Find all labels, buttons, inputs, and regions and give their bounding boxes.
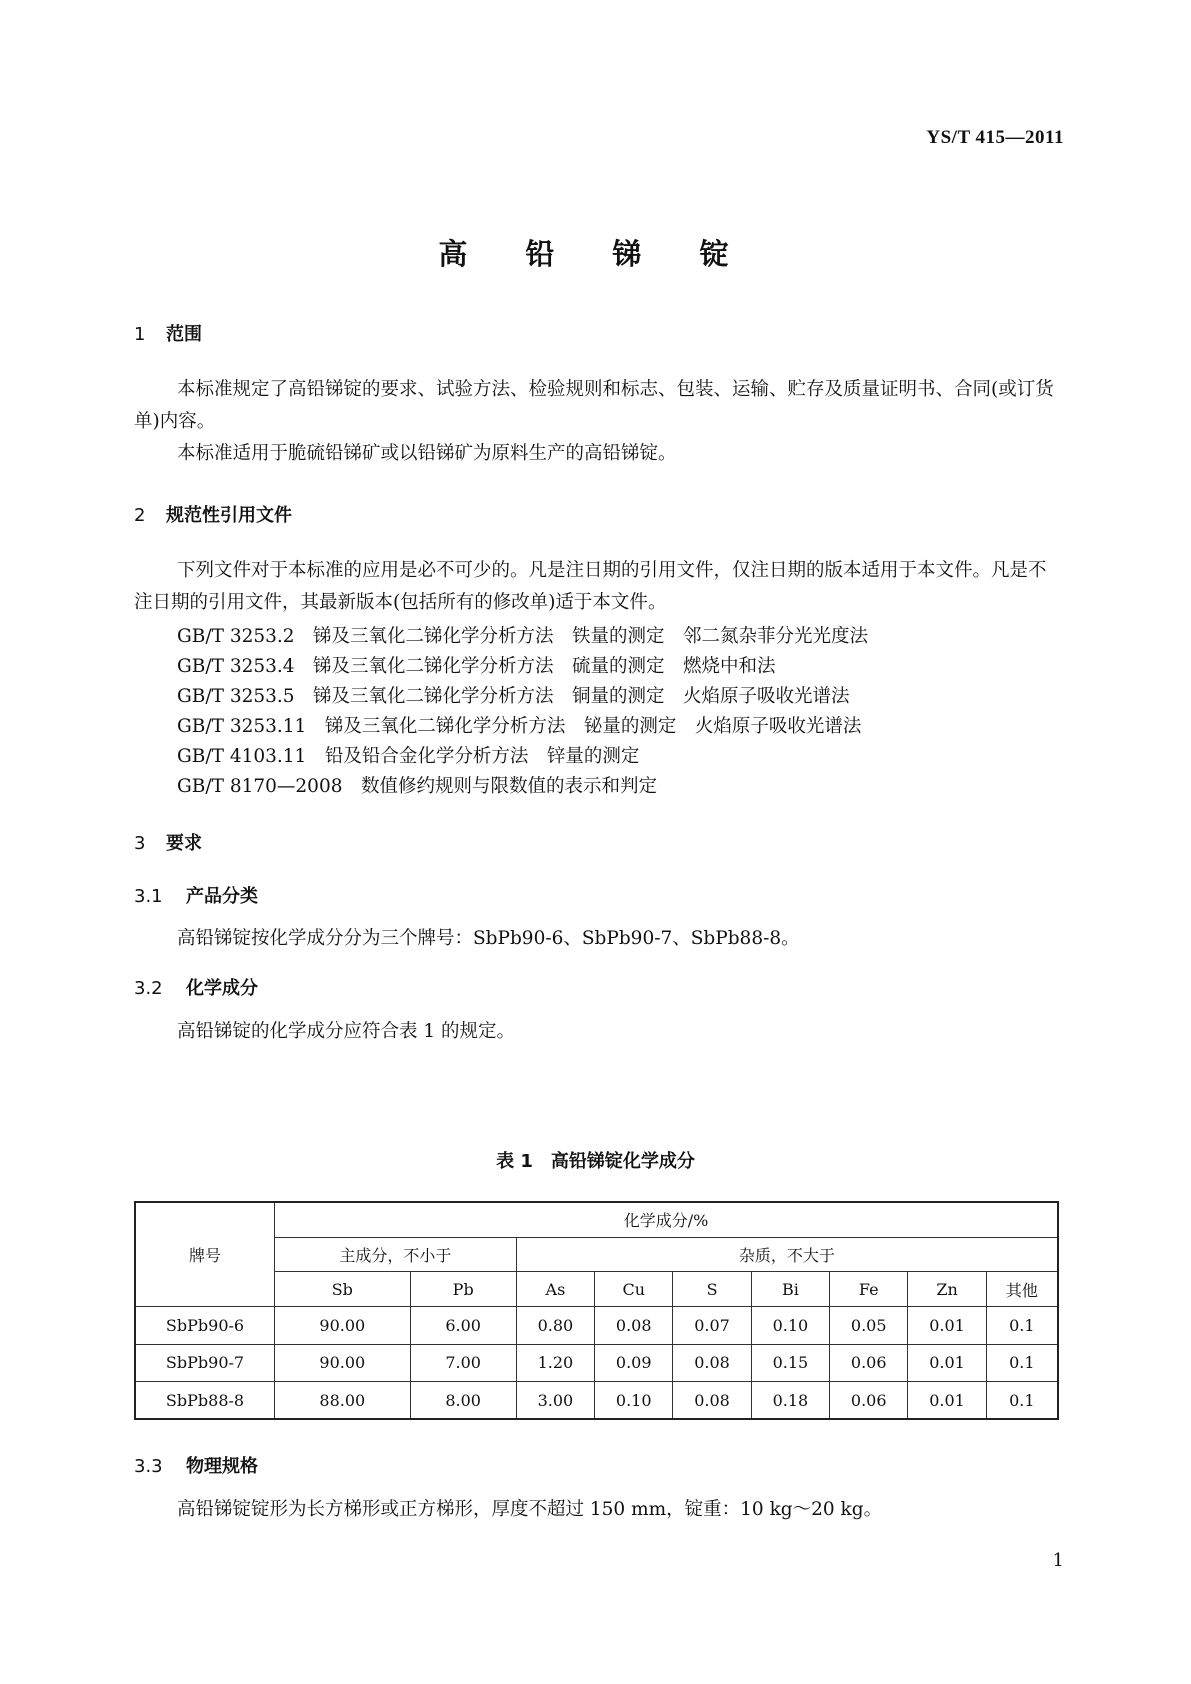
section-3-1-heading (134, 882, 258, 908)
col-header: Fe (830, 1272, 908, 1307)
value-cell: 8.00 (410, 1382, 516, 1419)
header-grade: 牌号 (135, 1202, 275, 1307)
table-row (135, 1307, 1058, 1344)
section-title: 范围 (166, 324, 202, 345)
value-cell: 0.18 (751, 1382, 829, 1419)
value-cell: 6.00 (410, 1307, 516, 1344)
reference-item: GB/T 4103.11 铅及铅合金化学分析方法 锌量的测定 (177, 746, 640, 767)
table-row (135, 1344, 1058, 1381)
section-3-heading (134, 829, 202, 855)
col-header: Bi (751, 1272, 829, 1307)
value-cell: 0.05 (830, 1307, 908, 1344)
section-title: 化学成分 (186, 978, 258, 999)
col-header: Sb (275, 1272, 411, 1307)
section-3-2-heading (134, 974, 258, 1000)
standard-code: YS/T 415—2011 (926, 127, 1064, 148)
table-row (135, 1382, 1058, 1419)
section-title: 规范性引用文件 (166, 505, 292, 526)
value-cell: 88.00 (275, 1382, 411, 1419)
chemical-composition-table (134, 1201, 1059, 1420)
value-cell: 0.10 (751, 1307, 829, 1344)
value-cell: 0.08 (595, 1307, 673, 1344)
value-cell: 7.00 (410, 1344, 516, 1381)
value-cell: 0.06 (830, 1344, 908, 1381)
reference-item: GB/T 3253.11 锑及三氧化二锑化学分析方法 铋量的测定 火焰原子吸收光谱法 (177, 716, 862, 737)
header-impurities: 杂质，不大于 (516, 1237, 1058, 1271)
value-cell: 0.15 (751, 1344, 829, 1381)
page-number: 1 (1052, 1550, 1064, 1571)
section-number: 3.2 (134, 978, 163, 999)
value-cell: 0.1 (986, 1344, 1058, 1381)
value-cell: 0.10 (595, 1382, 673, 1419)
paragraph: 高铅锑锭锭形为长方梯形或正方梯形，厚度不超过 150 mm，锭重：10 kg～20 kg。 (177, 1499, 883, 1520)
paragraph: 高铅锑锭按化学成分分为三个牌号：SbPb90-6、SbPb90-7、SbPb88-8。 (177, 928, 800, 949)
section-3-3-heading (134, 1452, 258, 1478)
reference-item: GB/T 3253.5 锑及三氧化二锑化学分析方法 铜量的测定 火焰原子吸收光谱法 (177, 686, 850, 707)
section-number: 3 (134, 833, 146, 854)
value-cell: 0.01 (908, 1382, 986, 1419)
section-1-heading (134, 320, 202, 346)
value-cell: 1.20 (516, 1344, 594, 1381)
section-number: 3.3 (134, 1456, 163, 1477)
paragraph: 本标准规定了高铅锑锭的要求、试验方法、检验规则和标志、包装、运输、贮存及质量证明书、合同(或订货单)内容。 (134, 379, 1054, 432)
col-header: As (516, 1272, 594, 1307)
paragraph: 下列文件对于本标准的应用是必不可少的。凡是注日期的引用文件，仅注日期的版本适用于本文件。凡是不注日期的引用文件，其最新版本(包括所有的修改单)适于本文件。 (134, 560, 1047, 613)
grade-cell: SbPb90-7 (135, 1344, 275, 1381)
document-title: 高 铅 锑 锭 (438, 237, 753, 271)
grade-cell: SbPb88-8 (135, 1382, 275, 1419)
value-cell: 0.01 (908, 1344, 986, 1381)
value-cell: 0.80 (516, 1307, 594, 1344)
paragraph: 高铅锑锭的化学成分应符合表 1 的规定。 (177, 1021, 516, 1042)
value-cell: 0.1 (986, 1382, 1058, 1419)
section-number: 1 (134, 324, 146, 345)
col-header: 其他 (986, 1272, 1058, 1307)
value-cell: 0.08 (673, 1344, 751, 1381)
col-header: Pb (410, 1272, 516, 1307)
reference-item: GB/T 3253.4 锑及三氧化二锑化学分析方法 硫量的测定 燃烧中和法 (177, 656, 776, 677)
value-cell: 0.1 (986, 1307, 1058, 1344)
section-title: 物理规格 (186, 1456, 258, 1477)
value-cell: 90.00 (275, 1344, 411, 1381)
value-cell: 0.06 (830, 1382, 908, 1419)
value-cell: 0.07 (673, 1307, 751, 1344)
reference-item: GB/T 3253.2 锑及三氧化二锑化学分析方法 铁量的测定 邻二氮杂菲分光光度法 (177, 626, 869, 647)
section-number: 3.1 (134, 886, 163, 907)
reference-item: GB/T 8170—2008 数值修约规则与限数值的表示和判定 (177, 776, 657, 797)
value-cell: 0.09 (595, 1344, 673, 1381)
header-chem-composition: 化学成分/% (275, 1202, 1059, 1237)
section-title: 产品分类 (186, 886, 258, 907)
section-2-heading (134, 501, 292, 527)
col-header: S (673, 1272, 751, 1307)
value-cell: 3.00 (516, 1382, 594, 1419)
section-number: 2 (134, 505, 146, 526)
section-title: 要求 (166, 833, 202, 854)
col-header: Cu (595, 1272, 673, 1307)
paragraph: 本标准适用于脆硫铅锑矿或以铅锑矿为原料生产的高铅锑锭。 (177, 443, 677, 464)
header-main-components: 主成分，不小于 (275, 1237, 517, 1271)
value-cell: 0.01 (908, 1307, 986, 1344)
col-header: Zn (908, 1272, 986, 1307)
grade-cell: SbPb90-6 (135, 1307, 275, 1344)
value-cell: 90.00 (275, 1307, 411, 1344)
table-caption: 表 1 高铅锑锭化学成分 (496, 1151, 695, 1172)
value-cell: 0.08 (673, 1382, 751, 1419)
